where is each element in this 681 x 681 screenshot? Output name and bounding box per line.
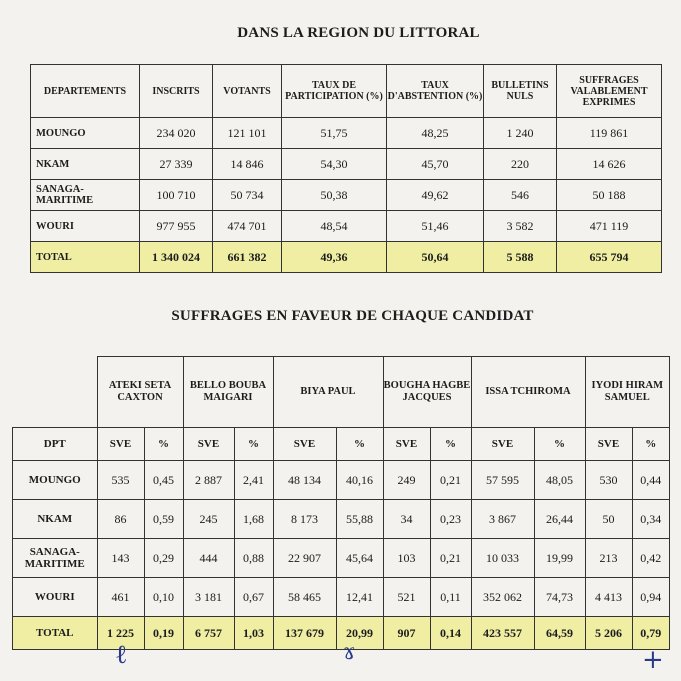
value-cell: 0,45	[144, 461, 183, 500]
header-inscrits: INSCRITS	[140, 65, 213, 118]
dept-cell: WOURI	[31, 211, 140, 242]
signature-right: +	[642, 645, 664, 675]
candidate-name: BELLO BOUBA MAIGARI	[183, 357, 273, 428]
empty-corner	[13, 357, 98, 428]
value-cell: 1,68	[234, 500, 273, 539]
value-cell: 50,38	[282, 180, 387, 211]
total-row	[31, 242, 662, 273]
value-cell: 50 734	[213, 180, 282, 211]
value-cell: 530	[585, 461, 632, 500]
value-cell: 977 955	[140, 211, 213, 242]
value-cell: 0,42	[632, 539, 670, 578]
value-cell: 0,67	[234, 578, 273, 617]
pct-header: %	[234, 428, 273, 461]
value-cell: 86	[97, 500, 144, 539]
total-cell: 20,99	[336, 617, 383, 650]
value-cell: 14 846	[213, 149, 282, 180]
table-row	[13, 500, 670, 539]
value-cell: 121 101	[213, 118, 282, 149]
dept-cell: NKAM	[31, 149, 140, 180]
value-cell: 48,54	[282, 211, 387, 242]
total-cell: 49,36	[282, 242, 387, 273]
value-cell: 58 465	[273, 578, 336, 617]
value-cell: 51,75	[282, 118, 387, 149]
header-taux-abstention: TAUX D'ABSTENTION (%)	[387, 65, 484, 118]
value-cell: 474 701	[213, 211, 282, 242]
total-cell: 5 588	[484, 242, 557, 273]
candidate-name: ATEKI SETA CAXTON	[97, 357, 183, 428]
value-cell: 0,29	[144, 539, 183, 578]
dept-cell: MOUNGO	[13, 461, 98, 500]
total-cell: 0,79	[632, 617, 670, 650]
value-cell: 100 710	[140, 180, 213, 211]
value-cell: 3 582	[484, 211, 557, 242]
value-cell: 521	[383, 578, 430, 617]
total-label: TOTAL	[13, 617, 98, 650]
total-cell: 0,14	[430, 617, 471, 650]
value-cell: 471 119	[557, 211, 662, 242]
value-cell: 3 867	[471, 500, 534, 539]
value-cell: 1 240	[484, 118, 557, 149]
value-cell: 0,21	[430, 461, 471, 500]
value-cell: 0,11	[430, 578, 471, 617]
candidates-table	[12, 356, 670, 650]
dpt-header: DPT	[13, 428, 98, 461]
value-cell: 12,41	[336, 578, 383, 617]
table-row	[31, 211, 662, 242]
pct-header: %	[336, 428, 383, 461]
candidate-name: BOUGHA HAGBE JACQUES	[383, 357, 471, 428]
total-cell: 5 206	[585, 617, 632, 650]
table-row	[31, 118, 662, 149]
header-suffrages-exprimes: SUFFRAGES VALABLEMENT EXPRIMES	[557, 65, 662, 118]
value-cell: 0,44	[632, 461, 670, 500]
value-cell: 249	[383, 461, 430, 500]
total-cell: 423 557	[471, 617, 534, 650]
value-cell: 48,25	[387, 118, 484, 149]
sve-header: SVE	[585, 428, 632, 461]
value-cell: 352 062	[471, 578, 534, 617]
dept-cell: MOUNGO	[31, 118, 140, 149]
value-cell: 45,70	[387, 149, 484, 180]
sve-header: SVE	[383, 428, 430, 461]
value-cell: 26,44	[534, 500, 585, 539]
candidate-header-row	[13, 357, 670, 428]
value-cell: 546	[484, 180, 557, 211]
value-cell: 10 033	[471, 539, 534, 578]
total-cell: 64,59	[534, 617, 585, 650]
value-cell: 119 861	[557, 118, 662, 149]
value-cell: 57 595	[471, 461, 534, 500]
table-row	[13, 539, 670, 578]
candidate-name: ISSA TCHIROMA	[471, 357, 585, 428]
participation-header-row	[31, 65, 662, 118]
value-cell: 45,64	[336, 539, 383, 578]
header-bulletins-nuls: BULLETINS NULS	[484, 65, 557, 118]
candidate-name: IYODI HIRAM SAMUEL	[585, 357, 670, 428]
dept-cell: SANAGA-MARITIME	[31, 180, 140, 211]
total-cell: 1 225	[97, 617, 144, 650]
value-cell: 234 020	[140, 118, 213, 149]
signature-middle: ɤ	[343, 640, 356, 665]
total-cell: 1,03	[234, 617, 273, 650]
sve-header: SVE	[183, 428, 234, 461]
subheader-row	[13, 428, 670, 461]
table-row	[13, 578, 670, 617]
sve-header: SVE	[273, 428, 336, 461]
header-taux-participation: TAUX DE PARTICIPATION (%)	[282, 65, 387, 118]
value-cell: 0,94	[632, 578, 670, 617]
value-cell: 50	[585, 500, 632, 539]
table-row	[31, 149, 662, 180]
value-cell: 27 339	[140, 149, 213, 180]
sve-header: SVE	[471, 428, 534, 461]
participation-table	[30, 64, 662, 273]
pct-header: %	[430, 428, 471, 461]
value-cell: 535	[97, 461, 144, 500]
value-cell: 143	[97, 539, 144, 578]
value-cell: 19,99	[534, 539, 585, 578]
dept-cell: NKAM	[13, 500, 98, 539]
header-departements: DEPARTEMENTS	[31, 65, 140, 118]
value-cell: 4 413	[585, 578, 632, 617]
region-title: DANS LA REGION DU LITTORAL	[237, 25, 480, 41]
dept-cell: SANAGA-MARITIME	[13, 539, 98, 578]
total-cell: 137 679	[273, 617, 336, 650]
signature-left: ℓ	[115, 640, 128, 670]
value-cell: 40,16	[336, 461, 383, 500]
value-cell: 0,88	[234, 539, 273, 578]
value-cell: 54,30	[282, 149, 387, 180]
dept-cell: WOURI	[13, 578, 98, 617]
value-cell: 0,34	[632, 500, 670, 539]
total-cell: 907	[383, 617, 430, 650]
value-cell: 0,59	[144, 500, 183, 539]
value-cell: 0,21	[430, 539, 471, 578]
candidates-title: SUFFRAGES EN FAVEUR DE CHAQUE CANDIDAT	[171, 308, 534, 324]
value-cell: 220	[484, 149, 557, 180]
total-cell: 655 794	[557, 242, 662, 273]
value-cell: 2,41	[234, 461, 273, 500]
value-cell: 74,73	[534, 578, 585, 617]
value-cell: 0,10	[144, 578, 183, 617]
sve-header: SVE	[97, 428, 144, 461]
pct-header: %	[144, 428, 183, 461]
value-cell: 34	[383, 500, 430, 539]
value-cell: 461	[97, 578, 144, 617]
value-cell: 22 907	[273, 539, 336, 578]
value-cell: 2 887	[183, 461, 234, 500]
table-row	[31, 180, 662, 211]
candidate-name: BIYA PAUL	[273, 357, 383, 428]
value-cell: 48,05	[534, 461, 585, 500]
value-cell: 213	[585, 539, 632, 578]
pct-header: %	[632, 428, 670, 461]
total-cell: 50,64	[387, 242, 484, 273]
value-cell: 14 626	[557, 149, 662, 180]
value-cell: 49,62	[387, 180, 484, 211]
pct-header: %	[534, 428, 585, 461]
total-row	[13, 617, 670, 650]
value-cell: 48 134	[273, 461, 336, 500]
value-cell: 55,88	[336, 500, 383, 539]
table-row	[13, 461, 670, 500]
total-cell: 661 382	[213, 242, 282, 273]
total-cell: 0,19	[144, 617, 183, 650]
value-cell: 444	[183, 539, 234, 578]
total-label: TOTAL	[31, 242, 140, 273]
value-cell: 50 188	[557, 180, 662, 211]
header-votants: VOTANTS	[213, 65, 282, 118]
value-cell: 103	[383, 539, 430, 578]
total-cell: 6 757	[183, 617, 234, 650]
value-cell: 51,46	[387, 211, 484, 242]
value-cell: 8 173	[273, 500, 336, 539]
value-cell: 245	[183, 500, 234, 539]
value-cell: 0,23	[430, 500, 471, 539]
value-cell: 3 181	[183, 578, 234, 617]
total-cell: 1 340 024	[140, 242, 213, 273]
